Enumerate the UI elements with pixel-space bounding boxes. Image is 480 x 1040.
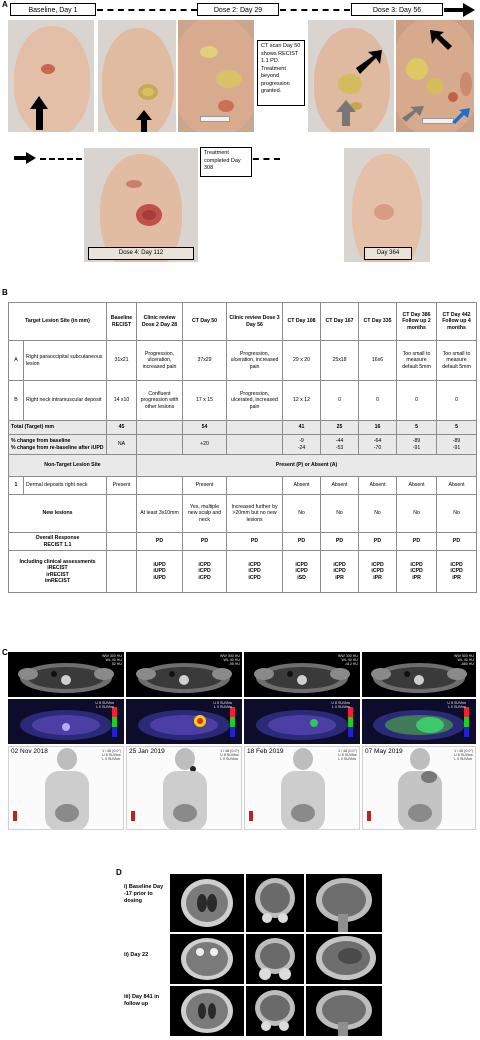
dermal-day50: Present: [183, 477, 227, 495]
row-a-site: Right paraoccipital subcutaneous lesion: [24, 341, 107, 381]
fusion2-l: L 0 SUVbw: [214, 705, 232, 710]
ct-text-1: [102, 654, 122, 667]
arrow-blue-icon: [452, 108, 470, 124]
ct4-wl: WL 40 HU: [457, 658, 474, 663]
newles-day335: No: [359, 495, 397, 533]
pet-fusion-4: [362, 699, 476, 744]
overall-day335: PD: [359, 533, 397, 551]
table-row-b: [9, 381, 477, 421]
ct3-hu: -412 HU: [344, 662, 358, 667]
pct-day386-2: -91: [412, 444, 421, 451]
photo-day364: [344, 148, 430, 262]
panel-d-letter: D: [116, 868, 122, 877]
incl-4-1: iCPD: [295, 568, 308, 575]
incl-7-1: iCPD: [410, 568, 423, 575]
newles-day50: Yes, multiple new scalp and neck: [183, 495, 227, 533]
presence-header: Present (P) or Absent (A): [137, 455, 477, 477]
incl-7-0: iCPD: [410, 562, 423, 569]
table-row-nontarget-header: [9, 455, 477, 477]
overall-day56: PD: [227, 533, 283, 551]
mip4-slice: 1 / 48 (0.0°): [454, 749, 473, 753]
newles-day56: Increased further by >20mm but no new lesions: [227, 495, 283, 533]
overall-baseline: [107, 533, 137, 551]
arrow-hatched-icon: [336, 100, 356, 126]
mip1-slice: 1 / 48 (0.0°): [102, 749, 121, 753]
fusion-text-3: [331, 701, 350, 709]
pct-label-2: % change from re-baseline after iUPD: [11, 444, 104, 451]
pct-day167-1: -44: [335, 438, 344, 445]
total-label: Total (Target) mm: [9, 421, 107, 435]
row-a-day335: 16x6: [359, 341, 397, 381]
th-day442: CT Day 442 Follow up 4 months: [437, 303, 477, 341]
row-b-day28: Confluent progression with other lesions: [137, 381, 183, 421]
total-day167: 25: [321, 421, 359, 435]
pct-label-1: % change from baseline: [11, 438, 71, 445]
incl-1-2: iUPD: [153, 574, 166, 581]
photo-dose4: [84, 148, 198, 262]
ct2-wl: WL 40 HU: [223, 658, 240, 663]
incl-7-2: iPR: [412, 574, 421, 581]
dermal-day28: [137, 477, 183, 495]
row-b-id: B: [9, 381, 24, 421]
incl-2-1: iCPD: [198, 568, 211, 575]
table-row-newlesions: [9, 495, 477, 533]
incl-4-2: iSD: [297, 574, 306, 581]
row-a-day167: 25x18: [321, 341, 359, 381]
incl-6-2: iPR: [373, 574, 382, 581]
pct-day335: [359, 435, 397, 455]
date-3: 18 Feb 2019: [247, 748, 284, 755]
total-baseline: 45: [107, 421, 137, 435]
total-day442: 5: [437, 421, 477, 435]
incl-label-text: Including clinical assessments: [19, 558, 96, 565]
day364-label: Day 364: [364, 247, 412, 260]
overall-label-2: RECIST 1.1: [43, 541, 72, 548]
incl-4-0: iCPD: [295, 562, 308, 569]
brain-coronal-icon-3: [246, 986, 304, 1036]
newles-day442: No: [437, 495, 477, 533]
pct-day386-1: -89: [412, 438, 421, 445]
incl-day386: [397, 551, 437, 593]
dermal-num: 1: [9, 477, 24, 495]
incl-5-2: iPR: [335, 574, 344, 581]
th-baseline: Baseline RECIST: [107, 303, 137, 341]
incl-day335: [359, 551, 397, 593]
newles-day386: No: [397, 495, 437, 533]
pct-day50: +20: [183, 435, 227, 455]
newles-label: New lesions: [9, 495, 107, 533]
arrow-hatched-icon-2: [402, 106, 424, 122]
mri-coronal-day841: [246, 986, 304, 1036]
mri-axial-baseline: [170, 874, 244, 932]
fusion1-l: L 0 SUVbw: [96, 705, 114, 710]
dermal-baseline: Present: [107, 477, 137, 495]
th-day108: CT Day 108: [283, 303, 321, 341]
nontarget-header: Non-Target Lesion Site: [9, 455, 137, 477]
total-day108: 41: [283, 421, 321, 435]
mip1-l: L 0 SUVbw: [102, 757, 121, 762]
incl-5-0: iCPD: [333, 562, 346, 569]
incl-8-2: iPR: [452, 574, 461, 581]
pct-day167: [321, 435, 359, 455]
fusion3-l: L 0 SUVbw: [332, 705, 350, 710]
ct2-hu: -98 HU: [228, 662, 240, 667]
total-day386: 5: [397, 421, 437, 435]
fusion2-u: U 8 SUVbw: [213, 701, 232, 705]
pet-mip-2: [126, 746, 242, 830]
incl-day108: [283, 551, 321, 593]
irecist-label: iRECIST: [47, 565, 68, 572]
total-day28: [137, 421, 183, 435]
note-ct-day50: CT scan Day 50 shows RECIST 1.1 PD. Treatment beyond progression granted.: [257, 40, 305, 106]
th-day167: CT Day 167: [321, 303, 359, 341]
pct-day108-1: -9: [299, 438, 304, 445]
note-treatment-completed: Treatment completed Day 308: [200, 147, 252, 177]
pct-label: [9, 435, 107, 455]
row-b-site: Right neck intramuscular deposit: [24, 381, 107, 421]
mip2-l: L 0 SUVbw: [220, 757, 239, 762]
table-row-total: [9, 421, 477, 435]
brain-axial-icon-3: [170, 986, 244, 1036]
incl-8-0: iCPD: [450, 562, 463, 569]
incl-2-0: iCPD: [198, 562, 211, 569]
pct-day167-2: -53: [335, 444, 344, 451]
date-4: 07 May 2019: [365, 748, 403, 755]
ct3-ww: WW 300 HU: [338, 654, 358, 658]
mip-text-4: [454, 749, 473, 762]
photo-day29-closeup: [178, 20, 254, 132]
newles-day28: At least 3x10mm: [137, 495, 183, 533]
ct-scan-4: [362, 652, 476, 697]
photo-baseline: [8, 20, 94, 132]
mri-label-day841: iii) Day 841 in follow up: [124, 994, 160, 1007]
timeline-dash-1: [97, 9, 197, 11]
mri-label-baseline: i) Baseline Day -17 prior to dosing: [124, 884, 164, 904]
ct1-wl: WL 40 HU: [105, 658, 122, 663]
ct4-ww: WW 500 HU: [454, 654, 474, 658]
row-b-day56: Progression, ulcerated, increased pain: [227, 381, 283, 421]
overall-day50: PD: [183, 533, 227, 551]
pet-fusion-1: [8, 699, 124, 744]
dermal-day108: Absent: [283, 477, 321, 495]
fusion-text-4: [447, 701, 466, 709]
mip-text-2: [220, 749, 239, 762]
overall-label-1: Overall Response: [35, 535, 80, 542]
fusion4-u: U 8 SUVbw: [447, 701, 466, 705]
overall-day167: PD: [321, 533, 359, 551]
overall-day386: PD: [397, 533, 437, 551]
imrecist-label: imRECIST: [44, 577, 71, 584]
mip2-u: U 8 SUVbw: [220, 753, 239, 758]
incl-8-1: iCPD: [450, 568, 463, 575]
row-b-day50: 17 x 15: [183, 381, 227, 421]
dermal-day442: Absent: [437, 477, 477, 495]
brain-axial-icon-2: [170, 934, 244, 984]
ct-text-2: [220, 654, 240, 667]
table-row-overall: [9, 533, 477, 551]
table-row-a: [9, 341, 477, 381]
mri-label-day22: ii) Day 22: [124, 952, 149, 958]
timeline-dash-2: [280, 9, 350, 11]
panel-a-letter: A: [2, 0, 8, 9]
mip1-u: U 8 SUVbw: [102, 753, 121, 758]
row-a-id: A: [9, 341, 24, 381]
overall-day442: PD: [437, 533, 477, 551]
row-a-day442: Too small to measure default 5mm: [437, 341, 477, 381]
row-a-day56: Progression, ulceration, increased pain: [227, 341, 283, 381]
ct-scan-1: [8, 652, 124, 697]
pct-day28: [137, 435, 183, 455]
mip3-u: U 8 SUVbw: [338, 753, 357, 758]
row-b-day167: 0: [321, 381, 359, 421]
dermal-day335: Absent: [359, 477, 397, 495]
pet-mip-4: [362, 746, 476, 830]
pct-baseline: NA: [107, 435, 137, 455]
incl-6-1: iCPD: [371, 568, 384, 575]
mri-sagittal-day22: [306, 934, 382, 984]
timeline-arrow-icon-2: [14, 152, 36, 164]
row-a-day50: 37x29: [183, 341, 227, 381]
response-table: [8, 302, 477, 593]
incl-baseline: [107, 551, 137, 593]
row-a-baseline: 31x21: [107, 341, 137, 381]
pet-mip-1: [8, 746, 124, 830]
row-b-day108: 12 x 12: [283, 381, 321, 421]
pct-day335-2: -70: [373, 444, 382, 451]
incl-1-0: iUPD: [153, 562, 166, 569]
fusion4-l: L 0 SUVbw: [448, 705, 466, 710]
ct1-hu: 52 HU: [111, 662, 122, 667]
overall-label: [9, 533, 107, 551]
incl-day167: [321, 551, 359, 593]
row-b-baseline: 14 x10: [107, 381, 137, 421]
dermal-day56: [227, 477, 283, 495]
ct1-ww: WW 300 HU: [102, 654, 122, 658]
pct-day442-1: -89: [452, 438, 461, 445]
table-row-irecist: [9, 551, 477, 593]
panel-c-letter: C: [2, 648, 8, 657]
mip4-l: L 0 SUVbw: [454, 757, 473, 762]
brain-sagittal-icon-3: [306, 986, 382, 1036]
incl-3-0: iCPD: [248, 562, 261, 569]
mip3-l: L 0 SUVbw: [338, 757, 357, 762]
arrow-up-icon: [30, 96, 48, 130]
dose4-label: Dose 4: Day 112: [88, 247, 194, 260]
brain-coronal-icon-1: [246, 874, 304, 932]
table-row-pct: [9, 435, 477, 455]
total-day56: [227, 421, 283, 435]
panel-b-letter: B: [2, 288, 8, 297]
brain-sagittal-icon-2: [306, 934, 382, 984]
mip3-slice: 1 / 48 (0.0°): [338, 749, 357, 753]
th-day335: CT Day 335: [359, 303, 397, 341]
arrow-up-icon-2: [136, 110, 152, 132]
pct-day335-1: -64: [373, 438, 382, 445]
incl-6-0: iCPD: [371, 562, 384, 569]
mip2-slice: 1 / 48 (0.0°): [220, 749, 239, 753]
th-day56: Clinic review Dose 3 Day 56: [227, 303, 283, 341]
mri-axial-day22: [170, 934, 244, 984]
th-day28: Clinic review Dose 2 Day 28: [137, 303, 183, 341]
mri-sagittal-baseline: [306, 874, 382, 932]
incl-day442: [437, 551, 477, 593]
table-row-dermal: [9, 477, 477, 495]
irrecist-label: irRECIST: [46, 571, 69, 578]
ct-scan-3: [244, 652, 360, 697]
th-target-site: Target Lesion Site (in mm): [9, 303, 107, 341]
ct3-wl: WL 40 HU: [341, 658, 358, 663]
timeline-baseline: Baseline, Day 1: [10, 3, 96, 16]
incl-day28: [137, 551, 183, 593]
timeline-dash-3: [40, 158, 82, 160]
mri-coronal-baseline: [246, 874, 304, 932]
mri-axial-day841: [170, 986, 244, 1036]
pet-fusion-2: [126, 699, 242, 744]
ct2-ww: WW 300 HU: [220, 654, 240, 658]
incl-2-2: iCPD: [198, 574, 211, 581]
timeline-dose3: Dose 3: Day 56: [351, 3, 443, 16]
incl-1-1: iUPD: [153, 568, 166, 575]
total-day335: 16: [359, 421, 397, 435]
row-a-day108: 29 x 20: [283, 341, 321, 381]
dermal-day386: Absent: [397, 477, 437, 495]
pct-day442: [437, 435, 477, 455]
newles-day167: No: [321, 495, 359, 533]
mip-text-3: [338, 749, 357, 762]
date-1: 02 Nov 2018: [11, 748, 48, 755]
newles-baseline: [107, 495, 137, 533]
incl-day56: [227, 551, 283, 593]
brain-sagittal-icon-1: [306, 874, 382, 932]
pct-day56: [227, 435, 283, 455]
mri-sagittal-day841: [306, 986, 382, 1036]
row-b-day386: 0: [397, 381, 437, 421]
timeline-dose2: Dose 2: Day 29: [197, 3, 279, 16]
mri-coronal-day22: [246, 934, 304, 984]
incl-3-1: iCPD: [248, 568, 261, 575]
total-day50: 54: [183, 421, 227, 435]
incl-3-2: iCPD: [248, 574, 261, 581]
mip-text-1: [102, 749, 121, 762]
brain-axial-icon-1: [170, 874, 244, 932]
arrow-diag-icon-2: [430, 30, 452, 50]
table-header-row: [9, 303, 477, 341]
overall-day108: PD: [283, 533, 321, 551]
pct-day442-2: -91: [452, 444, 461, 451]
row-a-day28: Progression, ulceration, increased pain: [137, 341, 183, 381]
arrow-diag-icon: [356, 50, 382, 74]
row-a-day386: Too small to measure default 5mm: [397, 341, 437, 381]
pet-fusion-3: [244, 699, 360, 744]
mip4-u: U 8 SUVbw: [454, 753, 473, 758]
fusion1-u: U 8 SUVbw: [95, 701, 114, 705]
date-2: 25 Jan 2019: [129, 748, 165, 755]
brain-coronal-icon-2: [246, 934, 304, 984]
pct-day108-2: -24: [297, 444, 306, 451]
row-b-day442: 0: [437, 381, 477, 421]
fusion3-u: U 8 SUVbw: [331, 701, 350, 705]
incl-day50: [183, 551, 227, 593]
th-day50: CT Day 50: [183, 303, 227, 341]
fusion-text-2: [213, 701, 232, 709]
pet-mip-3: [244, 746, 360, 830]
ct-scan-2: [126, 652, 242, 697]
incl-label: [9, 551, 107, 593]
ct4-hu: -860 HU: [460, 662, 474, 667]
dermal-label: Dermal deposits right neck: [24, 477, 107, 495]
ct-text-4: [454, 654, 474, 667]
pct-day386: [397, 435, 437, 455]
ct-text-3: [338, 654, 358, 667]
dermal-day167: Absent: [321, 477, 359, 495]
newles-day108: No: [283, 495, 321, 533]
row-b-day335: 0: [359, 381, 397, 421]
overall-day28: PD: [137, 533, 183, 551]
fusion-text-1: [95, 701, 114, 709]
timeline-arrow-icon: [444, 3, 476, 17]
th-day386: CT Day 386 Follow up 2 months: [397, 303, 437, 341]
incl-5-1: iCPD: [333, 568, 346, 575]
pct-day108: [283, 435, 321, 455]
